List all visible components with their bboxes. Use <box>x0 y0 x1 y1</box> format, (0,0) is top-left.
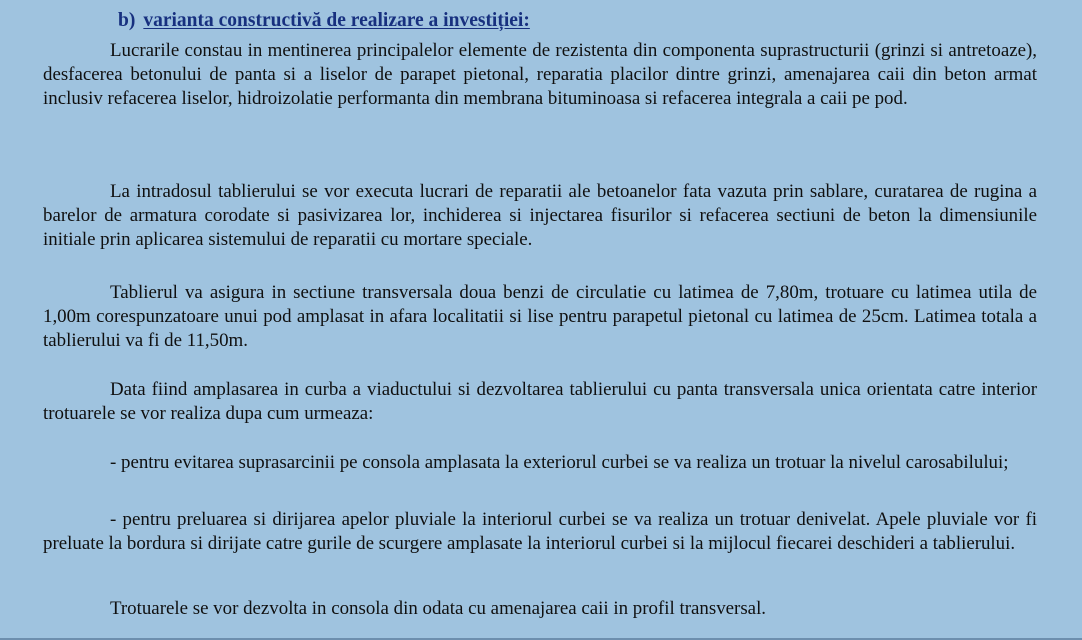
paragraph-1: Lucrarile constau in mentinerea principalelor elemente de rezistenta din componenta suprastructurii (grinzi si antretoaze), desfacerea betonului de panta si a liselor de parapet pietonal, reparatia placilor dintre grinzi, amenajarea caii din beton armat inclusiv refacerea liselor, hidroizolatie performanta din membrana bituminoasa si refacerea integrala a caii pe pod. <box>43 40 1037 110</box>
paragraph-3: Tablierul va asigura in sectiune transversala doua benzi de circulatie cu latimea de 7,80m, trotuare cu latimea utila de 1,00m corespunzatoare unui pod amplasat in afara localitatii si lise pentru parapetul pietonal cu latimea de 25cm. Latimea totala a tablierului va fi de 11,50m. <box>43 282 1037 352</box>
section-heading <box>118 8 998 34</box>
paragraph-5: - pentru evitarea suprasarcinii pe consola amplasata la exteriorul curbei se va realiza un trotuar la nivelul carosabilului; <box>110 452 1009 473</box>
section-label: b) <box>118 10 136 31</box>
section-title: varianta constructivă de realizare a investiției: <box>143 10 530 31</box>
paragraph-6: - pentru preluarea si dirijarea apelor pluviale la interiorul curbei se va realiza un trotuar denivelat. Apele pluviale vor fi preluate la bordura si dirijate catre gurile de scurgere amplasate la interiorul curbei si la mijlocul fiecarei deschideri a tablierului. <box>43 509 1037 555</box>
paragraph-4: Data fiind amplasarea in curba a viaductului si dezvoltarea tablierului cu panta transversala unica orientata catre interior trotuarele se vor realiza dupa cum urmeaza: <box>43 379 1037 425</box>
paragraph-7: Trotuarele se vor dezvolta in consola din odata cu amenajarea caii in profil transversal. <box>110 598 767 619</box>
paragraph-2: La intradosul tablierului se vor executa lucrari de reparatii ale betoanelor fata vazuta prin sablare, curatarea de rugina a barelor de armatura corodate si pasivizarea lor, inchiderea si injectarea fisurilor si refacerea sectiuni de beton la dimensiunile initiale prin aplicarea sistemului de reparatii cu mortare speciale. <box>43 181 1037 251</box>
